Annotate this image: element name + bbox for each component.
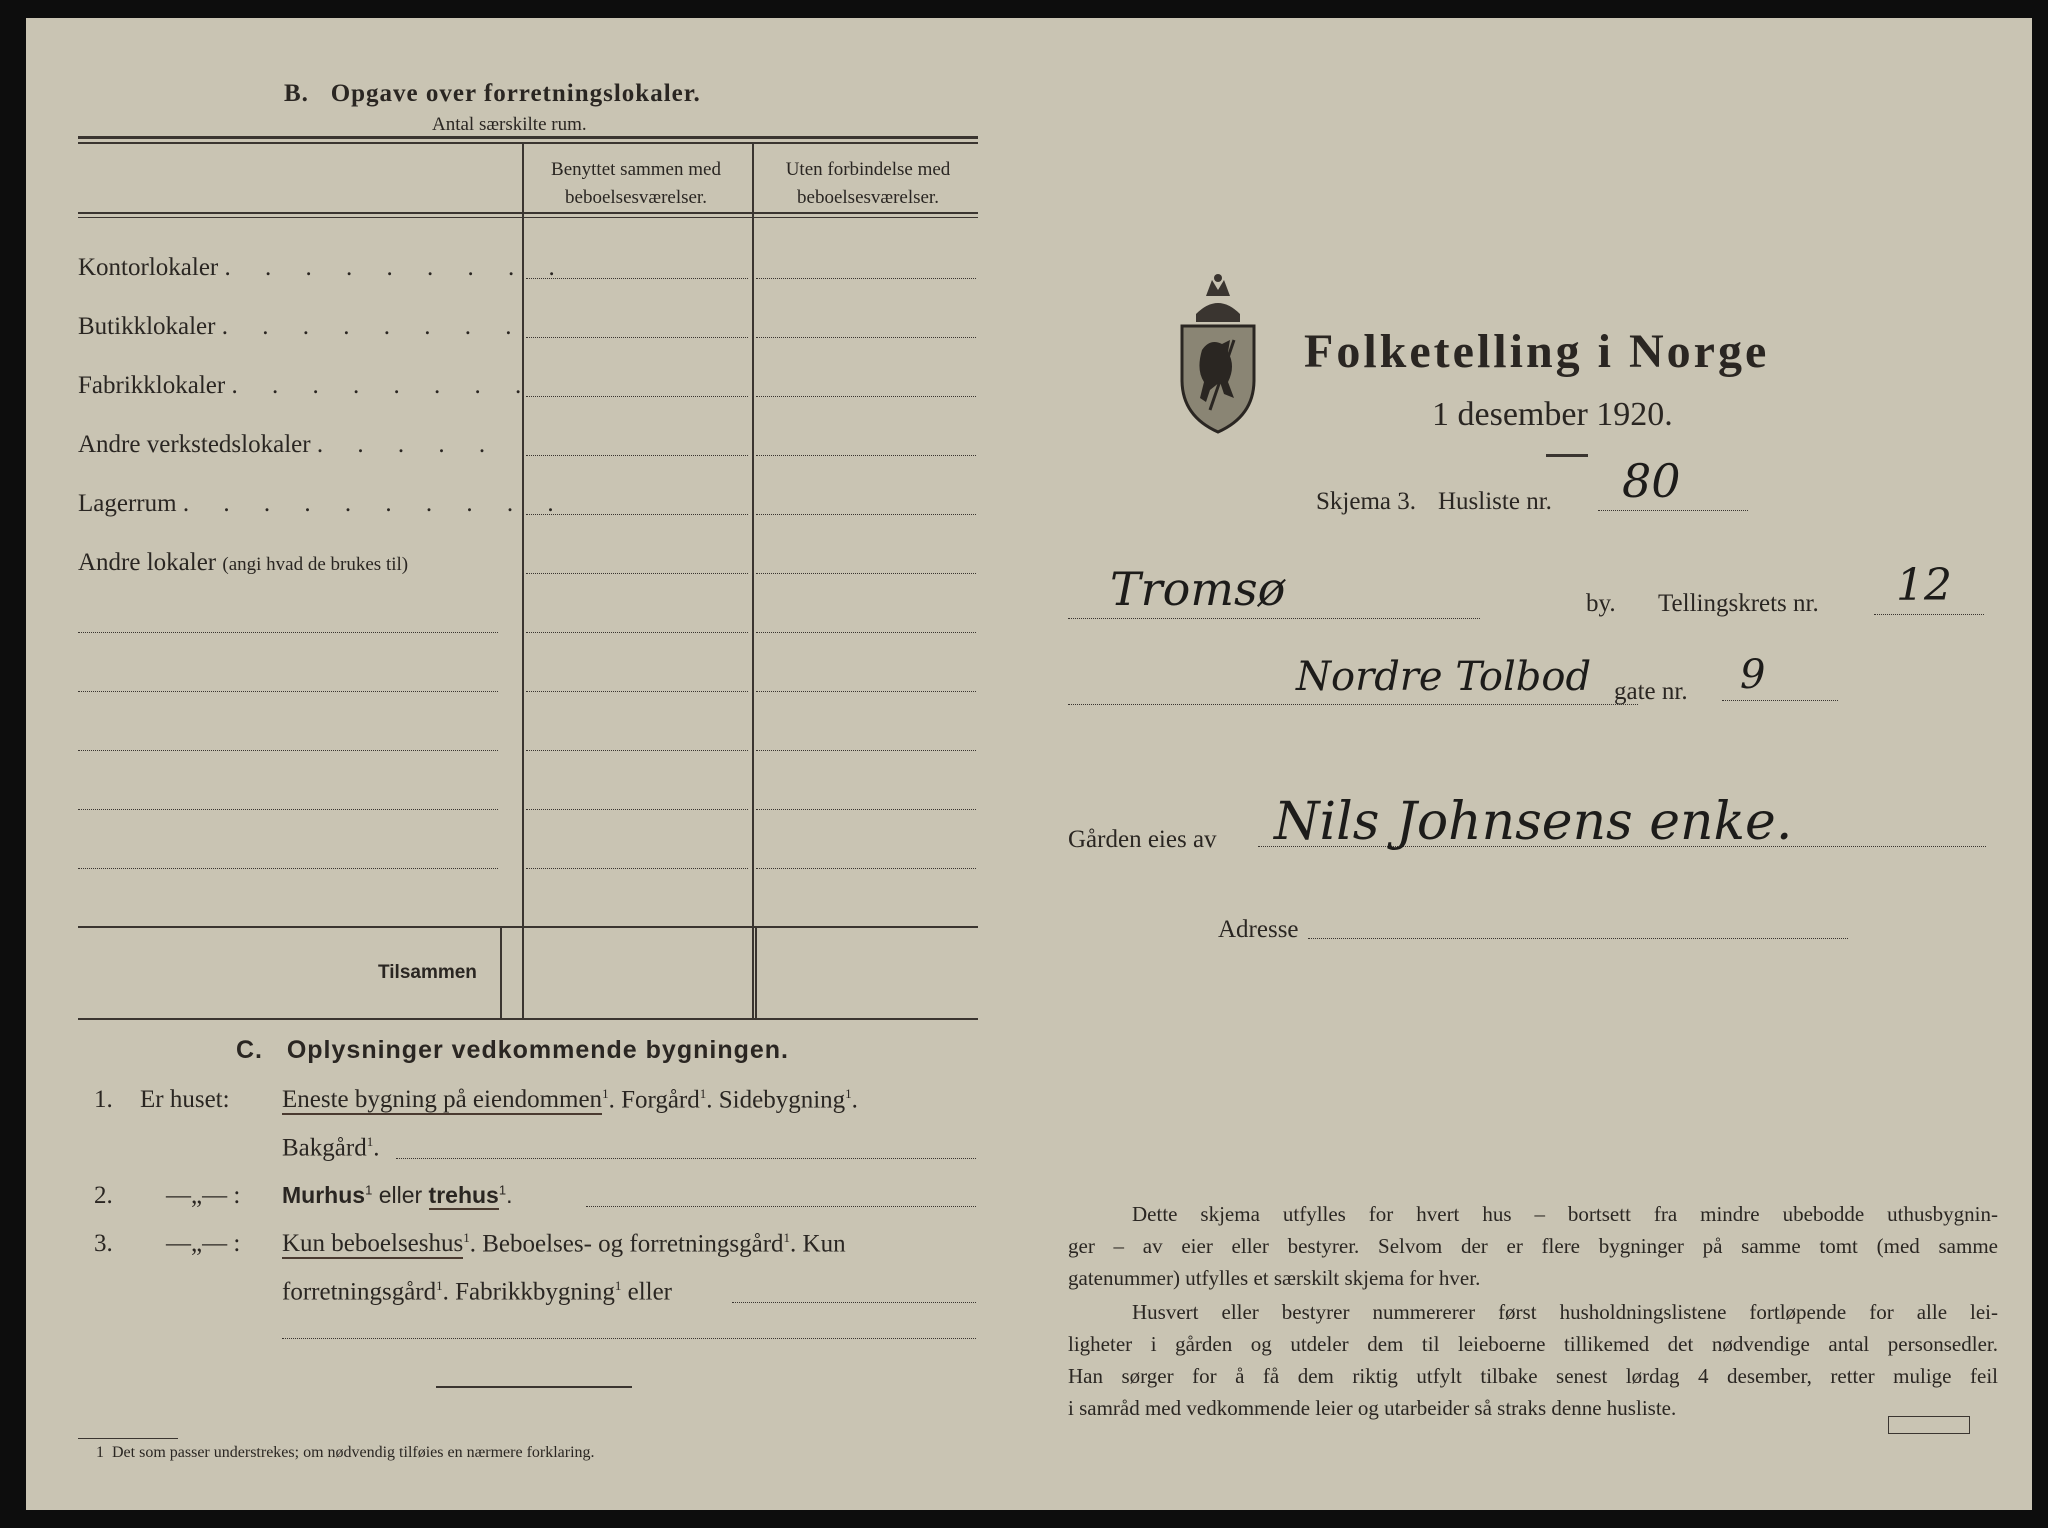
q3-options: Kun beboelseshus$^1$. Beboelses- og forretningsgård$^1$. Kun [282, 1230, 846, 1258]
q2-options: Murhus$^1$ eller trehus$^1$. [282, 1182, 513, 1208]
q1-lead: Er huset: [140, 1086, 230, 1113]
street-value: Nordre Tolbod [1296, 654, 1592, 700]
col2-header: Uten forbindelse med beboelsesværelser. [785, 159, 951, 208]
gate-label: gate nr. [1614, 678, 1688, 705]
q1-bakgard: Bakgård$^1$. [282, 1134, 380, 1162]
col1-header: Benyttet sammen med beboelsesværelser. [551, 159, 721, 208]
city-value: Tromsø [1110, 562, 1286, 616]
instructions-p2: Husvert eller bestyrer nummererer først husholdningslistene fortløpende for alle lei- ligheter i gården og utdeler dem til leieboerne tillikemed det nødvendige antal personsedler. Han sørger for å få dem riktig utfylt tilbake senest lørdag 4 desember, retter mulige feil i samråd med vedkommende leier og utarbeider så straks denne husliste. [1068, 1300, 1998, 1420]
owner-label: Gården eies av [1068, 826, 1217, 853]
owner-value: Nils Johnsens enke. [1274, 792, 1793, 852]
section-c-title: C. Oplysninger vedkommende bygningen. [236, 1036, 789, 1064]
instructions-p1: Dette skjema utfylles for hvert hus – bortsett fra mindre ubebodde uthusbygnin- ger – av eier eller bestyrer. Selvom der er flere bygninger på samme tomt (med samme gatenummer) utfylles et særskilt skjema for hver. [1068, 1202, 1998, 1290]
page-title: Folketelling i Norge [1304, 325, 1770, 378]
row-fabrikklokaler: Fabrikklokaler . . . . . . . . [78, 372, 536, 399]
right-page [1024, 18, 2032, 1510]
total-label: Tilsammen [378, 962, 477, 983]
krets-label: Tellingskrets nr. [1658, 590, 1819, 617]
left-page [26, 18, 1026, 1510]
row-andre-lokaler: Andre lokaler (angi hvad de brukes til) [78, 549, 409, 576]
census-date: 1 desember 1920. [1432, 396, 1673, 433]
section-b-title: B. Opgave over forretningslokaler. [284, 80, 701, 107]
husliste-value: 80 [1622, 454, 1681, 508]
q1-options: Eneste bygning på eiendommen$^1$. Forgård$^1$. Sidebygning$^1$. [282, 1086, 858, 1114]
norwegian-lion-crest-icon [1176, 270, 1260, 441]
krets-value: 12 [1896, 560, 1952, 611]
section-b-subtitle: Antal særskilte rum. [432, 114, 587, 135]
husliste-label: Husliste nr. [1438, 488, 1552, 515]
row-andre-verksteds: Andre verkstedslokaler . . . . . [78, 431, 500, 458]
q1-number: 1. [94, 1086, 113, 1113]
skjema-label: Skjema 3. [1316, 488, 1416, 515]
q3-options-cont: forretningsgård$^1$. Fabrikkbygning$^1$ eller [282, 1278, 673, 1306]
gate-value: 9 [1740, 652, 1766, 698]
row-kontorlokaler: Kontorlokaler . . . . . . . . . [78, 254, 569, 281]
printer-stamp [1888, 1416, 1970, 1434]
row-lagerrum: Lagerrum . . . . . . . . . . [78, 490, 568, 517]
q2-number: 2. [94, 1182, 113, 1209]
row-butikklokaler: Butikklokaler . . . . . . . . [78, 313, 526, 340]
address-label: Adresse [1218, 916, 1299, 943]
q2-lead: —„— : [166, 1182, 241, 1209]
by-label: by. [1586, 590, 1616, 617]
q3-lead: —„— : [166, 1230, 241, 1257]
q3-number: 3. [94, 1230, 113, 1257]
footnote: 1 Det som passer understrekes; om nødvendig tilføies en nærmere forklaring. [96, 1444, 595, 1461]
